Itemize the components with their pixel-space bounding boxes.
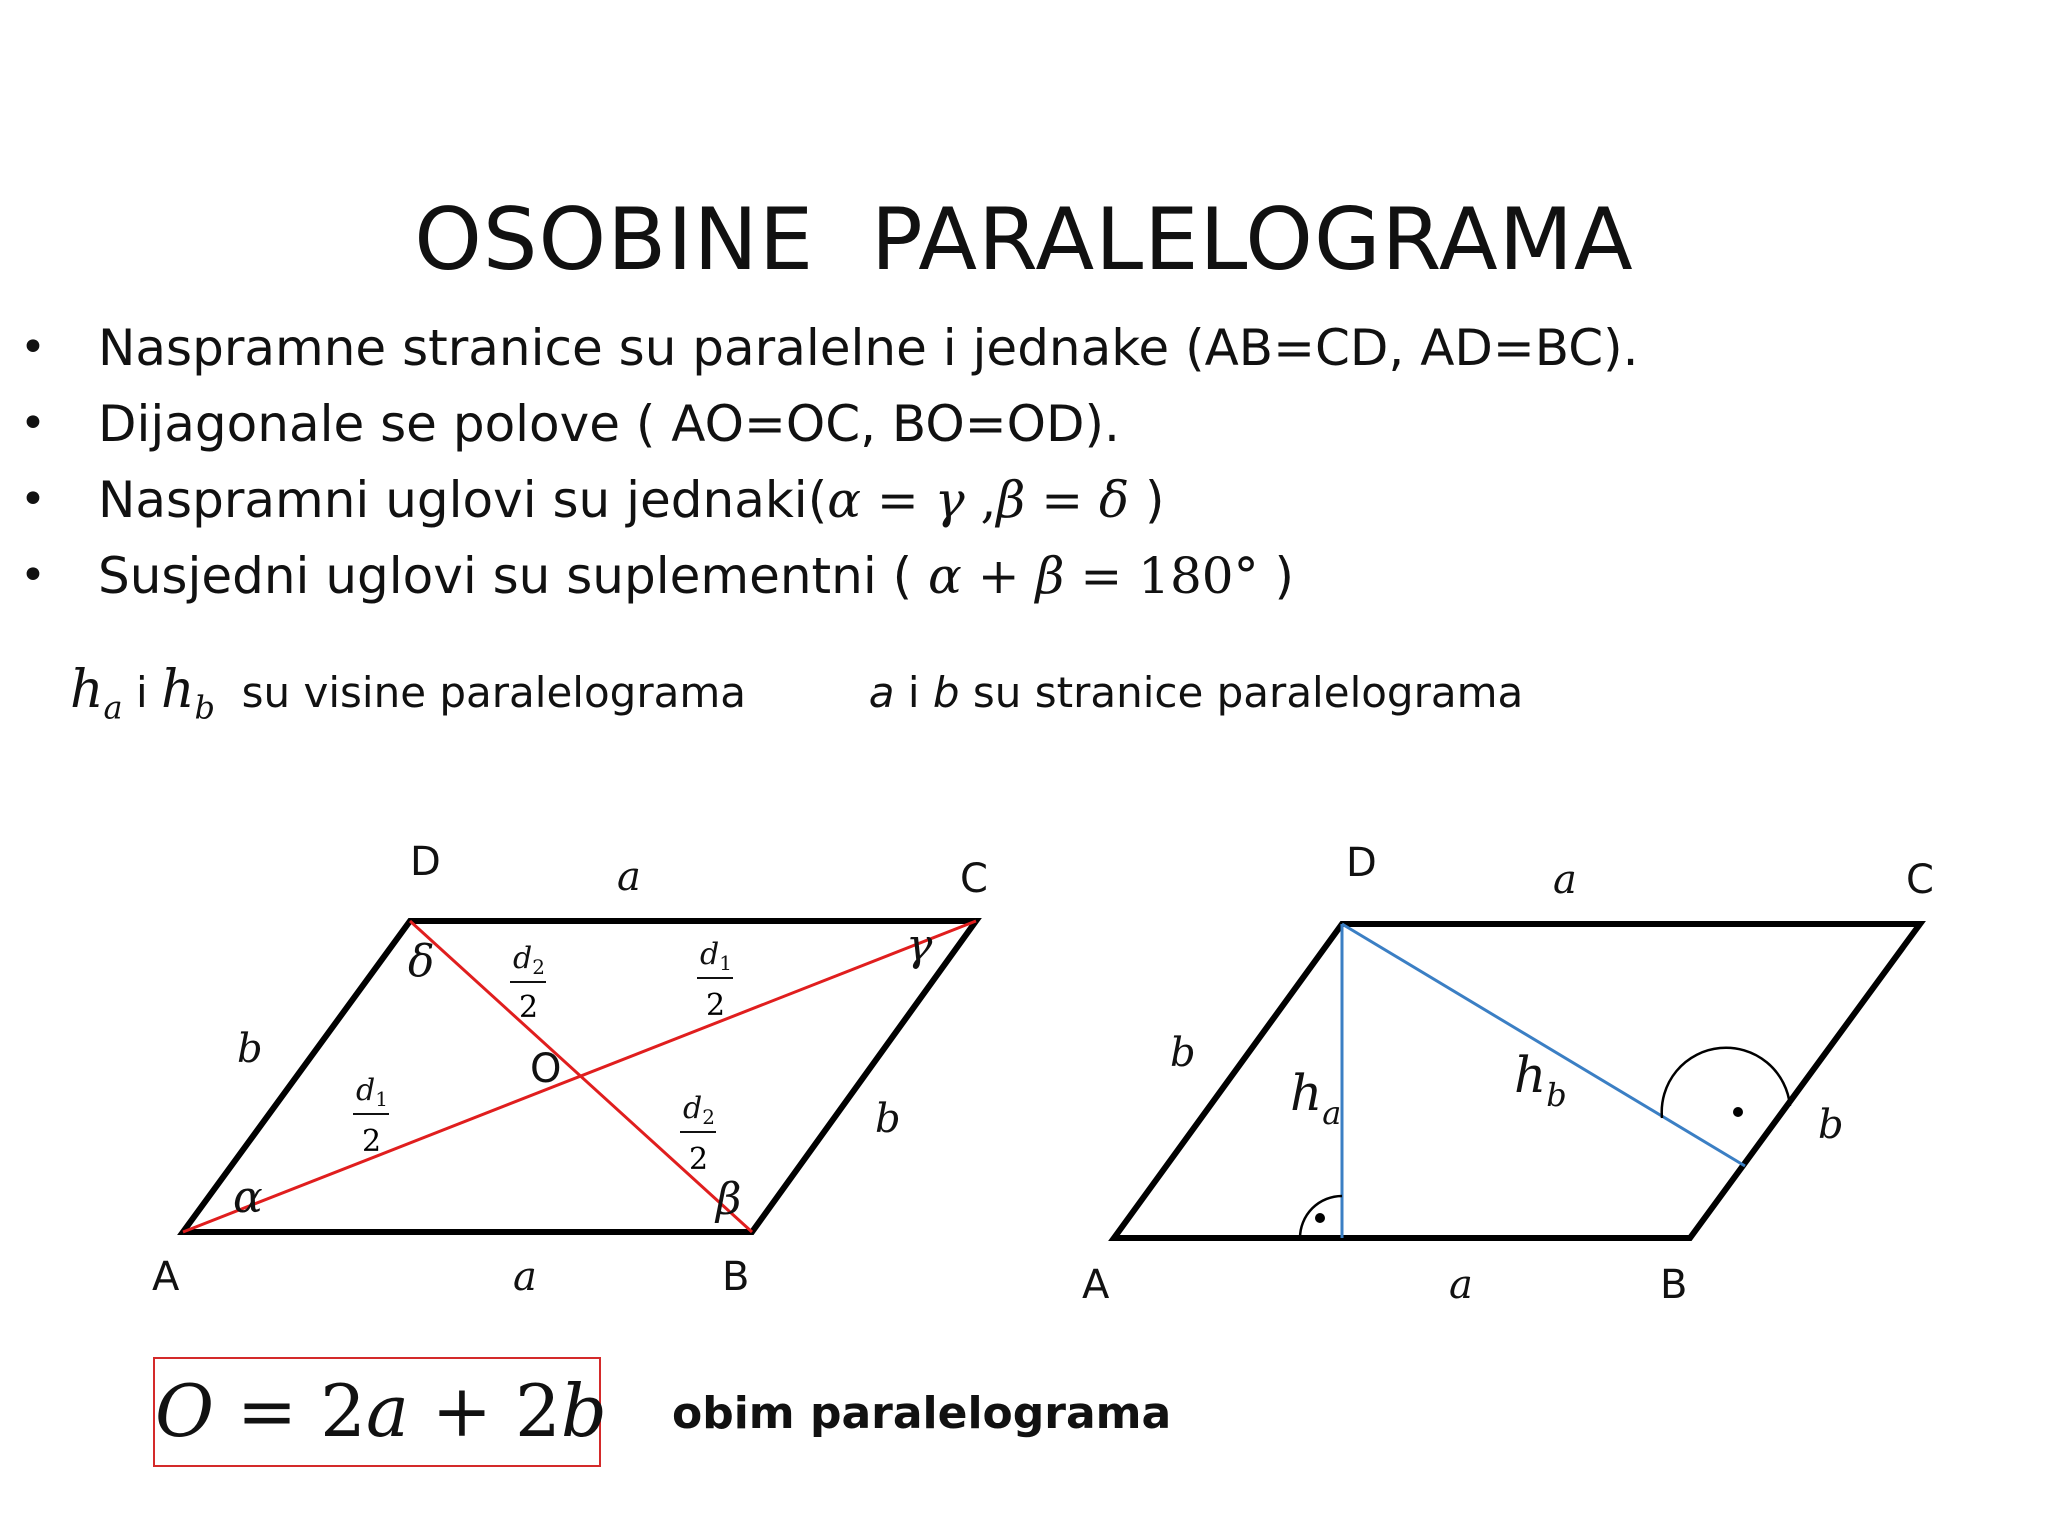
math-operator: + — [977, 547, 1020, 605]
vertex-label-C: C — [960, 856, 988, 902]
fraction-d1-half-bottom — [353, 1073, 389, 1159]
fraction-d1-half-top — [697, 937, 733, 1023]
svg-text:d1: $d_1$ — [700, 937, 732, 975]
bullet-marker: • — [20, 322, 46, 373]
angle-alpha: α — [233, 1172, 263, 1223]
perimeter-label: obim paralelograma — [672, 1388, 1172, 1439]
vertex-label-A: A — [152, 1254, 180, 1300]
math-separator: , — [964, 471, 997, 529]
angle-beta: β — [716, 1174, 742, 1225]
math-symbol: α — [928, 547, 962, 605]
side-b-symbol: b — [932, 668, 960, 717]
side-label-right: b — [875, 1096, 901, 1142]
bullet-text: Naspramne stranice su paralelne i jednake (AB=CD, AD=BC). — [98, 319, 1639, 377]
bullet-text: Naspramni uglovi su jednaki( — [98, 471, 828, 529]
math-symbol: β — [1035, 547, 1065, 605]
vertex-label-B: B — [1660, 1262, 1688, 1308]
svg-text:d2: $d_2$ — [683, 1091, 715, 1129]
vertex-label-B: B — [722, 1254, 750, 1300]
vertex-label-D: D — [410, 839, 441, 885]
side-label-bottom: a — [1449, 1262, 1473, 1308]
bullet-marker: • — [20, 474, 46, 525]
side-label-top: a — [1553, 857, 1577, 903]
math-symbol: α — [827, 471, 861, 529]
bullet-marker: • — [20, 550, 46, 601]
fraction-d2-half-top — [510, 941, 546, 1025]
math-operator: = — [1041, 471, 1084, 529]
connector-text: i — [135, 668, 148, 717]
center-label-O: O — [530, 1046, 562, 1092]
svg-text:2: 2 — [362, 1124, 382, 1159]
bullet-marker: • — [20, 398, 46, 449]
ha-symbol: $h_a$ — [70, 660, 123, 727]
svg-text:d1: $d_1$ — [356, 1073, 388, 1111]
svg-text:d2: $d_2$ — [513, 941, 545, 979]
bullet-end: ) — [1258, 547, 1294, 605]
math-symbol: γ — [934, 471, 965, 529]
right-angle-arc-hb — [1662, 1048, 1790, 1118]
bullet-end: ) — [1129, 471, 1165, 529]
bullet-text: Dijagonale se polove ( AO=OC, BO=OD). — [98, 395, 1120, 453]
math-operator: = — [1080, 547, 1123, 605]
angle-gamma: γ — [906, 920, 933, 971]
math-symbol: δ — [1099, 471, 1130, 529]
vertex-label-C: C — [1906, 857, 1934, 903]
side-label-left: b — [237, 1026, 263, 1072]
vertex-label-A: A — [1082, 1262, 1110, 1308]
perimeter-formula: O = 2a + 2b — [153, 1357, 601, 1467]
sides-text: su stranice paralelograma — [972, 668, 1524, 717]
math-operator: = — [876, 471, 919, 529]
side-a-symbol: a — [868, 668, 895, 717]
side-label-left: b — [1170, 1030, 1196, 1076]
svg-text:2: 2 — [519, 990, 539, 1025]
math-number: 180° — [1138, 547, 1259, 605]
connector-text: i — [907, 668, 920, 717]
svg-text:2: 2 — [689, 1142, 709, 1177]
height-hb-label: $h_b$ — [1514, 1046, 1567, 1114]
heights-text: su visine paralelograma — [241, 668, 746, 717]
bullet-text: Susjedni uglovi su suplementni ( — [98, 547, 913, 605]
parallelogram-heights-figure — [1082, 840, 1934, 1308]
fraction-d2-half-bottom — [680, 1091, 716, 1177]
hb-symbol: $h_b$ — [160, 660, 215, 727]
math-symbol: β — [996, 471, 1026, 529]
height-hb-line — [1342, 924, 1745, 1166]
side-label-right: b — [1818, 1102, 1844, 1148]
svg-text:2: 2 — [706, 988, 726, 1023]
side-label-top: a — [617, 854, 641, 900]
slide-title: OSOBINE PARALELOGRAMA — [414, 190, 1634, 290]
height-ha-label: $h_a$ — [1290, 1064, 1342, 1132]
side-label-bottom: a — [513, 1254, 537, 1300]
right-angle-dot-ha — [1315, 1213, 1325, 1223]
angle-delta: δ — [408, 936, 435, 987]
right-angle-dot-hb — [1733, 1107, 1743, 1117]
vertex-label-D: D — [1346, 840, 1377, 886]
